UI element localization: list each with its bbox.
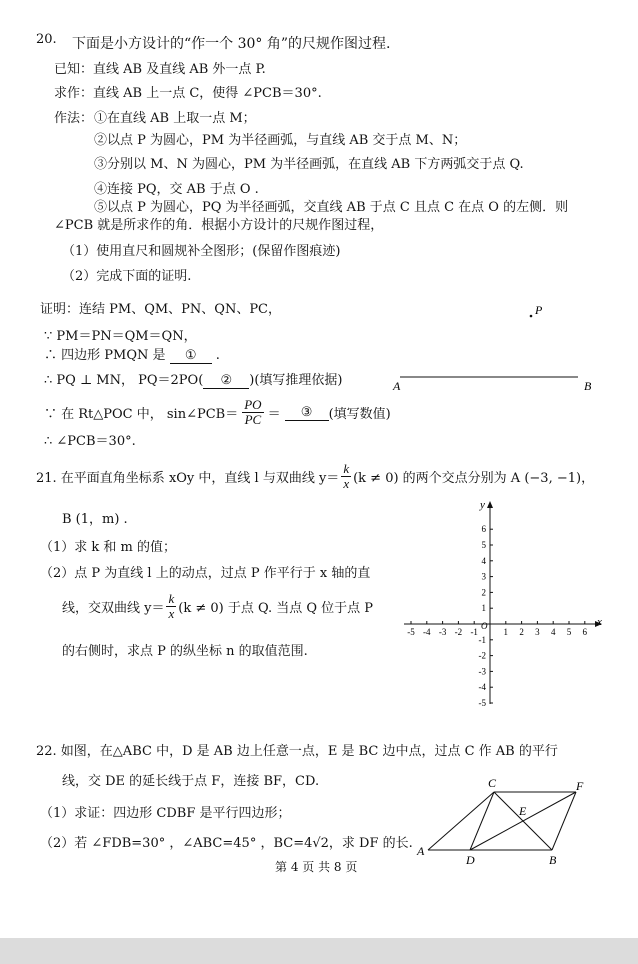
q21-y-tick-label: 5 (481, 540, 486, 550)
q22-segment-cd (470, 792, 494, 850)
q21-x-tick-label: 6 (582, 627, 588, 637)
q20-blank-1[interactable]: ① (170, 348, 212, 364)
q22-label-f: F (576, 779, 584, 793)
q21-sub2: （2）点 P 为直线 l 上的动点，过点 P 作平行于 x 轴的直 (40, 566, 371, 581)
q22-sub2: （2）若 ∠FDB=30° ，∠ABC=45° ，BC=4√2，求 DF 的长. (40, 836, 413, 851)
q21-sub2-line2-end: (k ≠ 0) 于点 Q. 当点 Q 位于点 P (178, 601, 374, 616)
q20-sin-fraction (242, 398, 263, 427)
q22-segment-bf (552, 792, 576, 850)
q20-step-4: ④连接 PQ，交 AB 于点 O . (94, 182, 259, 197)
q21-line1-text: 21. 在平面直角坐标系 xOy 中，直线 l 与双曲线 y＝ (36, 471, 340, 486)
q20-proof-line3 (44, 344, 220, 364)
q21-y-tick-label: -5 (478, 698, 486, 708)
q20-proof-line4-end: )(填写推理依据) (249, 373, 343, 388)
bottom-gray-bar (0, 938, 638, 964)
q21-y-tick-label: 2 (481, 587, 486, 598)
q20-conclusion: ∠PCB 就是所求作的角．根据小方设计的尺规作图过程， (54, 218, 384, 233)
q21-line2: B (1，m) . (62, 512, 128, 527)
q21-x-tick-label: -3 (438, 627, 447, 637)
q21-y-tick-label: 1 (481, 603, 486, 614)
q21-sub2-frac-numerator: k (168, 591, 175, 606)
q21-y-tick-label: 6 (481, 524, 486, 535)
q21-line1 (36, 462, 594, 491)
q21-x-tick-label: -1 (470, 627, 478, 637)
q22-line2: 线，交 DE 的延长线于点 F，连接 BF，CD. (62, 774, 320, 789)
q21-y-tick-label: -1 (478, 634, 486, 645)
q21-y-tick-label: -4 (478, 682, 486, 693)
q20-step-1: ①在直线 AB 上取一点 M； (94, 111, 256, 126)
q21-y-tick-label: 4 (481, 555, 486, 566)
q20-proof-line5 (44, 398, 391, 427)
q21-frac-numerator: k (343, 461, 350, 476)
q20-proof-line5-end: (填写数值) (328, 407, 391, 422)
q22-sub1: （1）求证：四边形 CDBF 是平行四边形； (40, 806, 291, 821)
q20-sub1: （1）使用直尺和圆规补全图形；(保留作图痕迹) (62, 244, 341, 259)
q20-sub2: （2）完成下面的证明. (62, 269, 192, 284)
q21-x-label: x (597, 616, 602, 628)
q22-label-e: E (519, 804, 527, 818)
q21-y-tick-label: -3 (478, 666, 486, 677)
q22-line1: 22. 如图，在△ABC 中，D 是 AB 边上任意一点，E 是 BC 边中点，过点 C 作 AB 的平行 (36, 744, 558, 759)
q22-label-d: D (466, 853, 475, 867)
q22-label-b: B (549, 853, 557, 867)
q21-sub2-frac-denominator: x (168, 606, 175, 621)
q21-x-tick-label: 1 (503, 627, 509, 637)
q20-step-3: ③分别以 M、N 为圆心，PM 为半径画弧，在直线 AB 下方两弧交于点 Q. (94, 157, 524, 172)
q20-proof-line5-text: ∵ 在 Rt△POC 中， sin∠PCB＝ (44, 407, 239, 422)
q22-segment-df (470, 792, 576, 850)
q21-x-tick-label: -4 (423, 627, 431, 637)
q20-equals: ＝ (267, 407, 281, 422)
q22-segment-ac (428, 792, 494, 850)
q21-line1-end: (k ≠ 0) 的两个交点分别为 A (−3, −1)， (353, 471, 595, 486)
q20-number: 20. (36, 32, 57, 47)
q20-label-a: A (393, 379, 401, 393)
q21-sub1: （1）求 k 和 m 的值； (40, 540, 177, 555)
q20-label-b: B (584, 379, 592, 393)
page-number: 第 4 页 共 8 页 (275, 860, 358, 874)
q20-proof-line3-end: . (215, 348, 220, 363)
q20-proof-line4-text: ∴ PQ ⊥ MN， PQ＝2PO( (44, 373, 204, 388)
q20-step-5: ⑤以点 P 为圆心，PQ 为半径画弧，交直线 AB 于点 C 且点 C 在点 O 的左侧．则 (94, 200, 569, 215)
q21-sub2-fraction (166, 592, 176, 621)
q21-y-tick-label: -2 (478, 650, 486, 661)
q21-origin-label: O (481, 621, 488, 631)
q21-hyperbola-fraction (341, 462, 351, 491)
q20-proof-line3-text: ∴ 四边形 PMQN 是 (44, 348, 166, 363)
q20-proof-line2: ∵ PM＝PN＝QM＝QN， (44, 329, 197, 344)
q22-figure (410, 772, 590, 868)
q21-coordinate-plane (396, 496, 614, 710)
q21-sub2-line2 (62, 592, 373, 621)
q20-frac-numerator: PO (244, 397, 262, 412)
q21-frac-denominator: x (343, 476, 350, 491)
q20-known: 已知：直线 AB 及直线 AB 外一点 P. (54, 62, 266, 77)
q21-x-tick-label: 3 (535, 627, 540, 637)
q21-y-tick-label: 3 (481, 571, 486, 582)
q21-sub2-line3: 的右侧时，求点 P 的纵坐标 n 的取值范围. (62, 644, 308, 659)
q21-sub2-line2-text: 线，交双曲线 y＝ (62, 601, 165, 616)
q21-x-tick-label: 4 (550, 627, 556, 637)
q21-x-tick-label: 5 (566, 627, 572, 637)
q20-point-p (530, 315, 533, 318)
q21-x-tick-label: -5 (407, 627, 415, 637)
q22-label-a: A (417, 844, 425, 858)
q20-proof-line6: ∴ ∠PCB＝30°. (44, 434, 136, 449)
q20-blank-2[interactable]: ② (203, 373, 249, 389)
q22-label-c: C (488, 776, 497, 790)
q20-blank-3[interactable]: ③ (285, 405, 329, 421)
q20-figure (380, 295, 610, 395)
q20-proof-line4 (44, 369, 343, 389)
q20-frac-denominator: PC (244, 412, 262, 427)
q20-step-2: ②以点 P 为圆心，PM 为半径画弧，与直线 AB 交于点 M、N； (94, 133, 467, 148)
q21-x-tick-label: -2 (454, 627, 463, 637)
q21-x-tick-label: 2 (519, 627, 524, 637)
q20-title: 下面是小方设计的“作一个 30° 角”的尺规作图过程. (72, 36, 391, 52)
q20-find: 求作：直线 AB 上一点 C，使得 ∠PCB＝30°. (54, 86, 322, 101)
q21-y-axis-arrow (487, 501, 493, 508)
q21-y-label: y (480, 499, 485, 511)
q20-method-label: 作法： (54, 111, 94, 126)
q20-label-p: P (535, 303, 543, 317)
q20-proof-line1: 证明：连结 PM、QM、PN、QN、PC， (40, 302, 282, 317)
